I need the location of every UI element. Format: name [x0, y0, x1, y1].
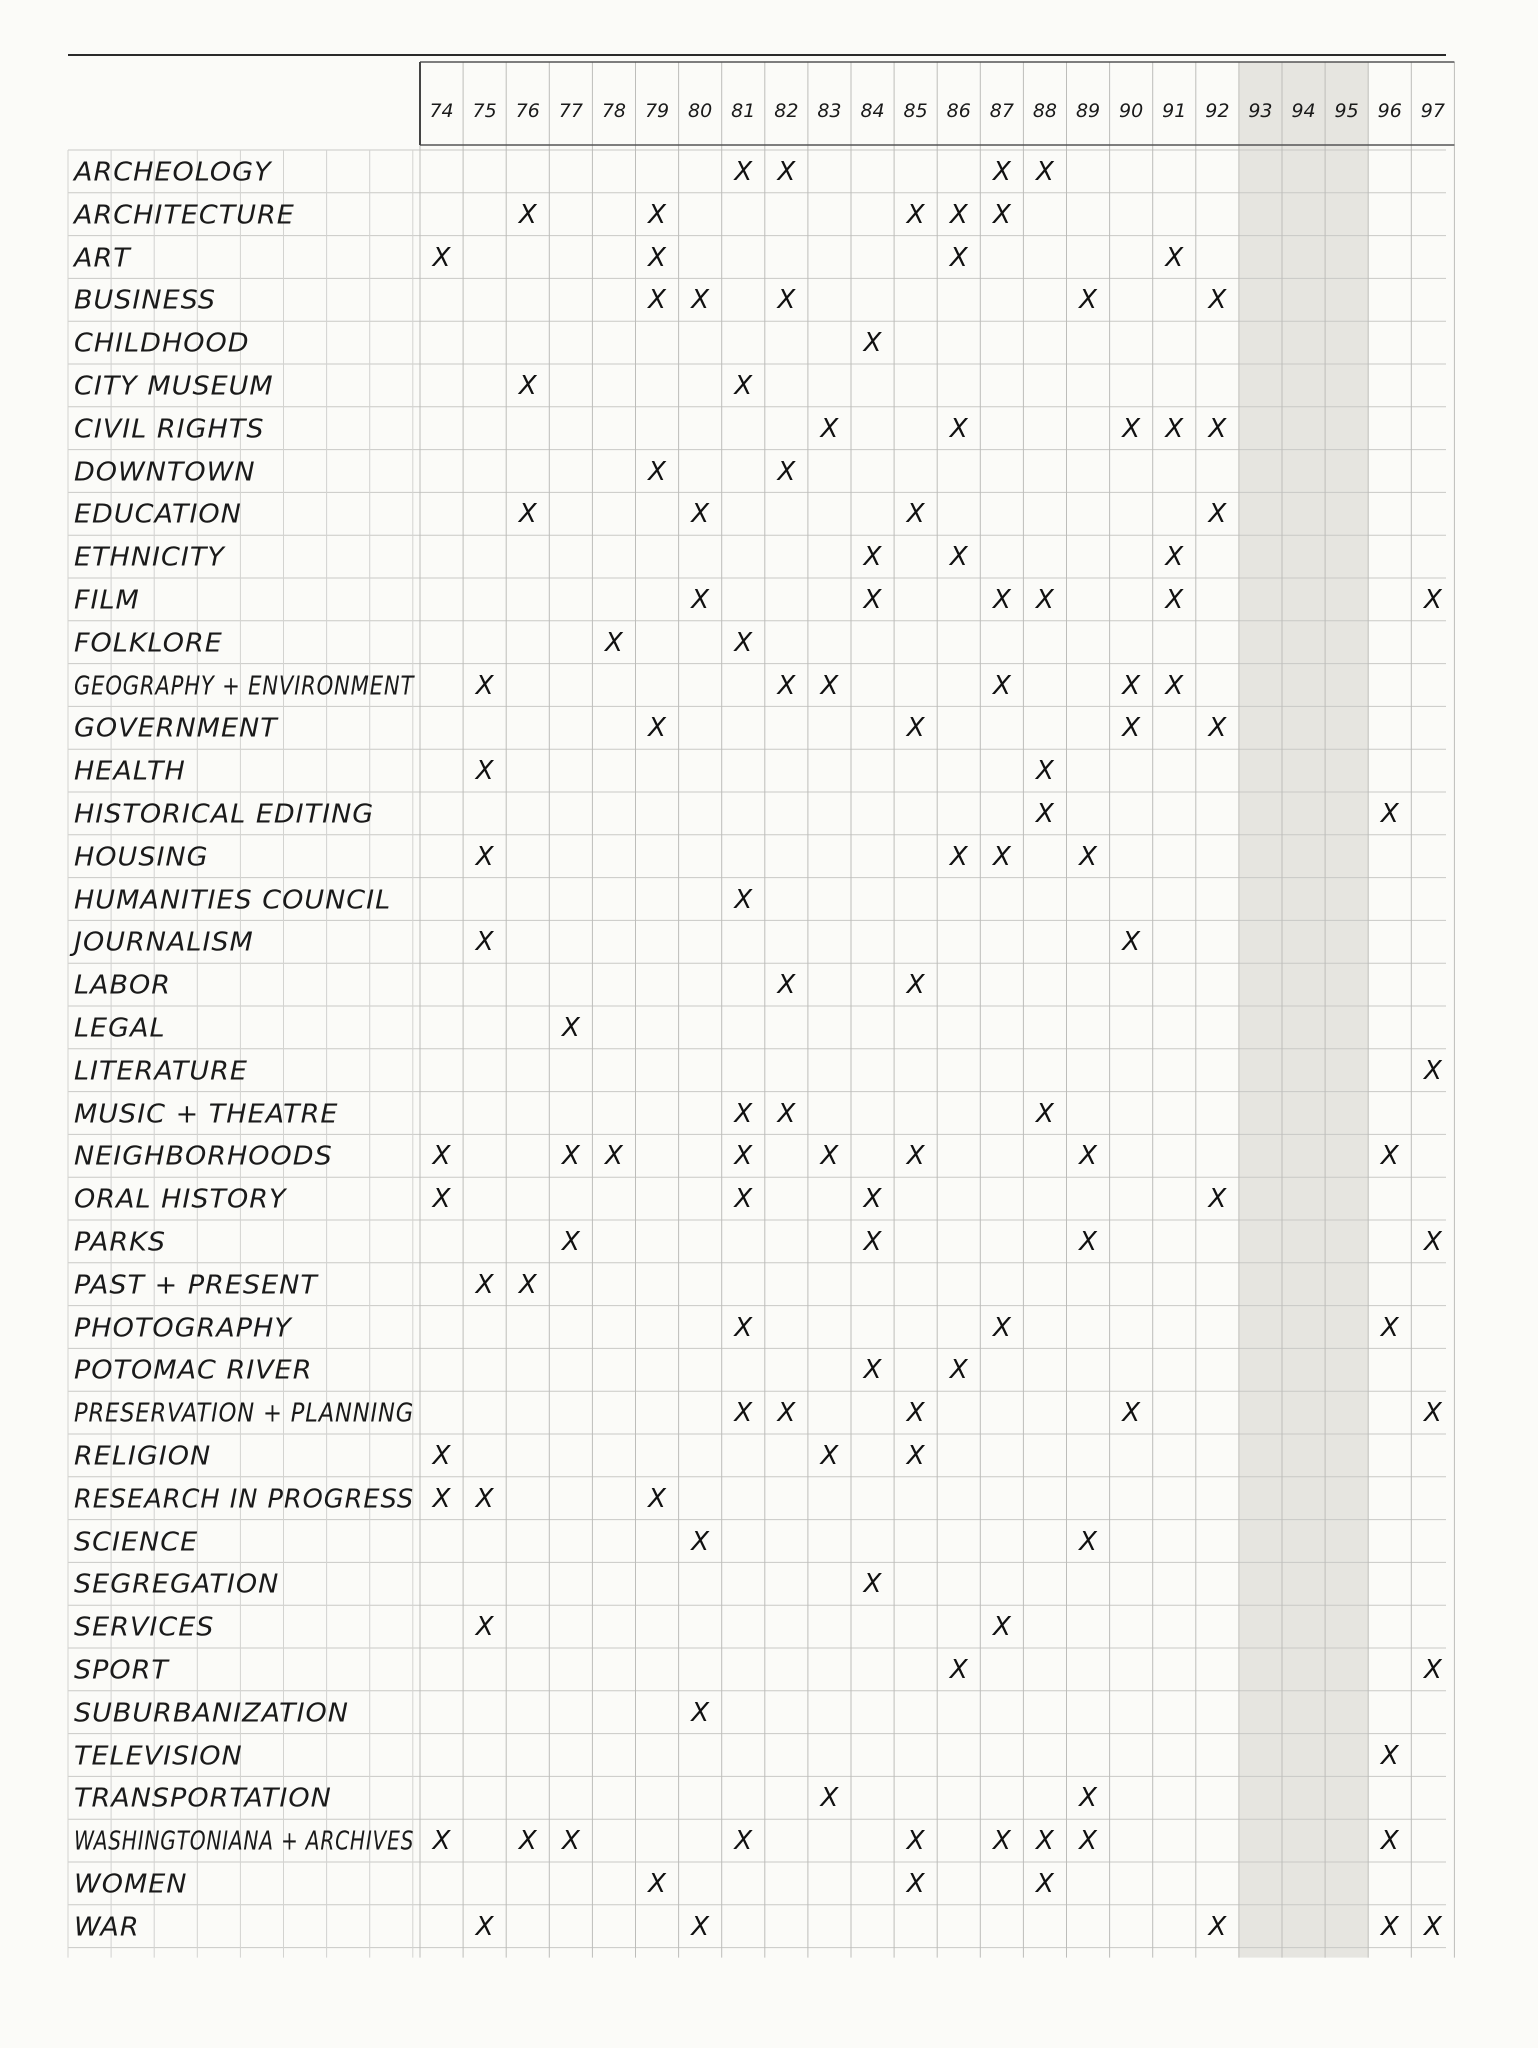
topic-year-mark: X	[691, 499, 710, 530]
year-header-85: 85	[903, 100, 928, 122]
topic-year-mark: X	[475, 1612, 494, 1643]
topic-label: LEGAL	[74, 1013, 166, 1044]
year-header-76: 76	[515, 100, 540, 122]
topic-year-mark: X	[1079, 1826, 1097, 1857]
topic-label: NEIGHBORHOODS	[74, 1142, 333, 1172]
topic-year-mark: X	[432, 1826, 451, 1857]
topic-label: LITERATURE	[74, 1056, 248, 1087]
topic-label: ETHNICITY	[74, 542, 225, 573]
topic-year-mark: X	[1165, 585, 1184, 615]
topic-label: FILM	[74, 585, 140, 616]
topic-year-mark: X	[648, 285, 666, 316]
topic-year-mark: X	[475, 927, 494, 958]
topic-year-mark: X	[518, 499, 537, 530]
year-header-88: 88	[1032, 100, 1058, 122]
topic-label: BUSINESS	[74, 286, 216, 316]
topic-year-mark: X	[863, 1184, 882, 1215]
year-header-97: 97	[1420, 100, 1445, 122]
year-header-80: 80	[688, 100, 713, 122]
topic-label: TRANSPORTATION	[74, 1784, 332, 1814]
topic-year-mark: X	[734, 884, 753, 915]
topic-year-mark: X	[863, 1355, 882, 1386]
topic-year-mark: X	[475, 1269, 494, 1300]
topic-year-mark: X	[475, 1911, 494, 1942]
topic-year-mark: X	[1036, 756, 1054, 787]
topic-year-mark: X	[906, 1441, 925, 1471]
topic-year-mark: X	[734, 1826, 753, 1857]
topic-label: WOMEN	[74, 1869, 188, 1900]
year-header-96: 96	[1377, 100, 1402, 122]
topic-year-mark: X	[906, 970, 925, 1001]
topic-year-mark: X	[1423, 1911, 1442, 1942]
year-header-75: 75	[472, 100, 497, 122]
topic-label: FOLKLORE	[74, 628, 223, 659]
topic-year-mark: X	[1208, 413, 1227, 444]
topic-year-mark: X	[906, 1398, 925, 1429]
topic-year-mark: X	[691, 1911, 710, 1942]
topic-label: ART	[74, 243, 131, 273]
topic-year-mark: X	[648, 199, 666, 230]
topic-year-mark: X	[1423, 1227, 1442, 1257]
topic-year-mark: X	[561, 1013, 580, 1043]
topic-year-mark: X	[1079, 1526, 1097, 1557]
topic-label: PRESERVATION + PLANNING	[74, 1398, 415, 1429]
topic-year-mark: X	[1036, 157, 1054, 187]
topic-year-mark: X	[820, 1441, 839, 1471]
topic-year-mark: X	[648, 1869, 666, 1899]
topic-label: SCIENCE	[74, 1527, 199, 1557]
topic-year-mark: X	[648, 456, 666, 487]
topic-label: LABOR	[74, 970, 172, 1001]
topic-label: EDUCATION	[74, 500, 242, 530]
topic-year-mark: X	[648, 1483, 666, 1514]
topic-label: TELEVISION	[74, 1741, 243, 1771]
topic-year-mark: X	[734, 1398, 753, 1429]
topic-label: DOWNTOWN	[74, 457, 256, 487]
shaded-columns	[1239, 62, 1368, 1958]
topic-year-mark: X	[1079, 1227, 1097, 1257]
year-header-83: 83	[817, 100, 842, 122]
topic-year-mark: X	[777, 970, 796, 1001]
topic-label: GEOGRAPHY + ENVIRONMENT	[74, 671, 415, 701]
topic-year-mark: X	[1165, 542, 1184, 573]
topic-year-mark: X	[949, 413, 968, 444]
topic-year-mark: X	[1036, 1826, 1054, 1857]
topic-year-mark: X	[992, 585, 1011, 615]
topic-year-mark: X	[1423, 585, 1442, 615]
topic-year-mark: X	[648, 713, 666, 744]
topic-year-mark: X	[734, 1098, 753, 1129]
topic-year-mark: X	[863, 1569, 882, 1600]
year-header-77: 77	[558, 100, 583, 122]
year-header-95: 95	[1334, 100, 1359, 122]
topic-year-mark: X	[561, 1227, 580, 1257]
topic-year-mark: X	[949, 841, 968, 872]
topic-year-mark: X	[1380, 1312, 1399, 1343]
topic-year-mark: X	[1423, 1055, 1442, 1086]
topic-year-mark: X	[1122, 413, 1141, 444]
topic-year-mark: X	[605, 1141, 623, 1172]
topic-year-mark: X	[561, 1826, 580, 1857]
year-header-91: 91	[1162, 100, 1187, 122]
topic-year-mark: X	[1380, 1141, 1399, 1172]
topic-label: MUSIC + THEATRE	[74, 1099, 339, 1129]
topic-year-mark: X	[777, 1398, 796, 1429]
topic-label: JOURNALISM	[74, 928, 254, 958]
topic-year-mark: X	[906, 499, 925, 530]
topic-year-mark: X	[734, 1184, 753, 1215]
topic-year-mark: X	[432, 1184, 451, 1215]
topic-year-mark: X	[1380, 1740, 1399, 1771]
topic-year-mark: X	[605, 627, 623, 658]
topic-year-mark: X	[691, 285, 710, 316]
topic-year-mark: X	[475, 670, 494, 701]
topic-label: RELIGION	[74, 1441, 212, 1472]
year-header-87: 87	[989, 100, 1014, 122]
topic-year-mark: X	[1423, 1655, 1442, 1685]
topic-year-mark: X	[1079, 1141, 1097, 1172]
topic-year-mark: X	[777, 285, 796, 316]
topic-year-mark: X	[518, 1269, 537, 1300]
year-header-94: 94	[1291, 100, 1316, 122]
topic-year-mark: X	[863, 585, 882, 615]
topic-year-mark: X	[1208, 713, 1227, 744]
topic-label: RESEARCH IN PROGRESS	[74, 1484, 415, 1515]
topic-year-mark: X	[1165, 413, 1184, 444]
topic-label: HISTORICAL EDITING	[74, 799, 375, 830]
topic-year-mark: X	[820, 670, 839, 701]
topic-year-mark: X	[734, 1312, 753, 1343]
topic-year-mark: X	[1036, 1098, 1054, 1129]
year-header-90: 90	[1119, 100, 1144, 122]
topic-year-mark: X	[475, 1483, 494, 1514]
topic-label: PAST + PRESENT	[74, 1270, 318, 1301]
topic-label: WASHINGTONIANA + ARCHIVES	[74, 1826, 415, 1857]
topic-year-mark: X	[949, 1355, 968, 1386]
topic-year-mark: X	[949, 199, 968, 230]
topic-year-mark: X	[906, 1826, 925, 1857]
topic-label: GOVERNMENT	[74, 714, 278, 744]
topic-year-mark: X	[863, 328, 882, 359]
topic-year-mark: X	[992, 841, 1011, 872]
topic-year-mark: X	[863, 542, 882, 573]
topic-year-mark: X	[1208, 499, 1227, 530]
year-header-81: 81	[731, 100, 756, 122]
topic-label: PHOTOGRAPHY	[74, 1313, 292, 1343]
topic-label: SEGREGATION	[74, 1570, 280, 1600]
topic-label: ARCHITECTURE	[74, 200, 295, 231]
topic-year-mark: X	[518, 199, 537, 230]
topic-label: SERVICES	[74, 1612, 215, 1643]
topic-year-mark: X	[1208, 285, 1227, 316]
topic-year-mark: X	[648, 242, 666, 273]
topic-year-mark: X	[1036, 585, 1054, 615]
topic-year-mark: X	[475, 756, 494, 787]
topic-year-mark: X	[906, 1869, 925, 1899]
topic-year-mark: X	[1122, 670, 1141, 701]
topic-label: HOUSING	[74, 842, 209, 873]
topic-year-mark: X	[1122, 713, 1141, 744]
topic-year-mark: X	[1380, 799, 1399, 829]
topic-year-mark: X	[777, 456, 796, 487]
topic-year-mark: X	[906, 1141, 925, 1172]
topic-year-mark: X	[777, 157, 796, 187]
topic-year-mark: X	[820, 1783, 839, 1814]
year-header-79: 79	[644, 100, 670, 122]
topic-year-mark: X	[863, 1227, 882, 1257]
topic-year-mark: X	[734, 157, 753, 187]
topic-label: PARKS	[74, 1227, 167, 1258]
topic-year-mark: X	[1079, 285, 1097, 316]
topic-year-mark: X	[1208, 1911, 1227, 1942]
year-header-84: 84	[860, 100, 885, 122]
topic-year-mark: X	[949, 242, 968, 273]
topic-year-mark: X	[820, 1141, 839, 1172]
topic-year-mark: X	[518, 371, 537, 401]
topic-label: CITY MUSEUM	[74, 371, 274, 402]
topic-year-mark: X	[906, 199, 925, 230]
topic-year-mark: X	[1380, 1911, 1399, 1942]
topic-year-mark: X	[734, 627, 753, 658]
topic-year-mark: X	[777, 1098, 796, 1129]
topic-year-mark: X	[561, 1141, 580, 1172]
year-header-86: 86	[946, 100, 971, 122]
topic-year-mark: X	[475, 841, 494, 872]
topic-label: CHILDHOOD	[74, 328, 250, 359]
topic-year-mark: X	[734, 1141, 753, 1172]
topic-year-mark: X	[691, 585, 710, 615]
topic-year-mark: X	[691, 1697, 710, 1728]
year-header-93: 93	[1248, 100, 1273, 122]
year-header-89: 89	[1075, 100, 1101, 122]
topic-year-mark: X	[992, 1312, 1011, 1343]
topic-year-mark: X	[432, 1141, 451, 1172]
topic-year-mark: X	[777, 670, 796, 701]
year-header-92: 92	[1205, 100, 1230, 122]
topic-label: WAR	[74, 1912, 140, 1943]
topic-year-mark: X	[992, 199, 1011, 230]
topic-year-mark: X	[1165, 242, 1184, 273]
topic-label: CIVIL RIGHTS	[74, 414, 265, 445]
topic-label: HEALTH	[74, 756, 186, 787]
topic-year-mark: X	[432, 242, 451, 273]
topic-year-mark: X	[992, 670, 1011, 701]
topic-year-mark: X	[949, 1655, 968, 1685]
year-header-78: 78	[601, 100, 627, 122]
topic-label: ORAL HISTORY	[74, 1184, 287, 1215]
topic-year-mark: X	[1380, 1826, 1399, 1857]
topic-year-mark: X	[992, 157, 1011, 187]
topic-year-mark: X	[691, 1526, 710, 1557]
topic-label: ARCHEOLOGY	[74, 157, 272, 188]
topic-year-mark: X	[1423, 1398, 1442, 1429]
topic-label: HUMANITIES COUNCIL	[74, 885, 392, 915]
topic-year-mark: X	[432, 1441, 451, 1471]
topic-year-mark: X	[992, 1612, 1011, 1643]
topic-label: SUBURBANIZATION	[74, 1698, 350, 1729]
topic-year-mark: X	[518, 1826, 537, 1857]
topic-label: POTOMAC RIVER	[74, 1356, 313, 1386]
topic-year-mark: X	[1122, 927, 1141, 958]
topic-year-mark: X	[820, 413, 839, 444]
topic-year-mark: X	[949, 542, 968, 573]
topic-label: SPORT	[74, 1655, 169, 1686]
topic-year-mark: X	[1165, 670, 1184, 701]
topic-year-mark: X	[992, 1826, 1011, 1857]
topic-year-mark: X	[432, 1483, 451, 1514]
year-header-82: 82	[774, 100, 799, 122]
topic-year-mark: X	[1036, 799, 1054, 829]
topic-year-mark: X	[1036, 1869, 1054, 1899]
topic-year-mark: X	[906, 713, 925, 744]
topic-year-mark: X	[1079, 1783, 1097, 1814]
year-header-74: 74	[429, 100, 454, 122]
topic-year-mark: X	[1122, 1398, 1141, 1429]
topic-year-mark: X	[1079, 841, 1097, 872]
topic-year-mark: X	[734, 371, 753, 401]
topic-year-mark: X	[1208, 1184, 1227, 1215]
